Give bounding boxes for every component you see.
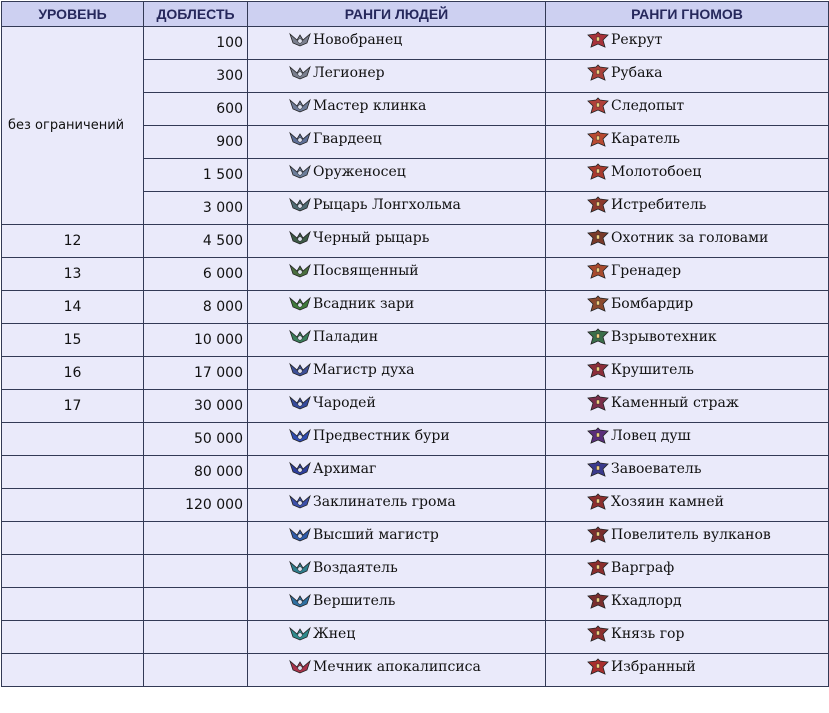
- level-cell: [2, 456, 144, 489]
- table-row: [2, 357, 829, 390]
- valor-cell: 10 000: [144, 324, 248, 357]
- human-rank-label: Всадник зари: [313, 296, 415, 312]
- dwarf-rank-insignia-icon: [586, 196, 610, 214]
- dwarf-rank-insignia-icon: [586, 328, 610, 346]
- dwarf-rank-label: Завоеватель: [611, 461, 702, 477]
- header-level: УРОВЕНЬ: [2, 2, 144, 27]
- human-rank-insignia-icon: [288, 163, 312, 181]
- dwarf-rank-insignia-icon: [586, 361, 610, 379]
- human-rank-label: Посвященный: [313, 263, 419, 279]
- table-row: [2, 225, 829, 258]
- table-row: [2, 489, 829, 522]
- valor-cell: 900: [144, 126, 248, 159]
- human-rank-insignia-icon: [288, 592, 312, 610]
- dwarf-rank-label: Кхадлорд: [611, 593, 682, 609]
- human-rank-cell: [248, 258, 546, 291]
- human-rank-cell: [248, 555, 546, 588]
- valor-cell: [144, 555, 248, 588]
- human-rank-insignia-icon: [288, 328, 312, 346]
- dwarf-rank-label: Бомбардир: [611, 296, 694, 312]
- dwarf-rank-insignia-icon: [586, 592, 610, 610]
- human-rank-label: Жнец: [313, 626, 356, 642]
- dwarf-rank-cell: [546, 522, 829, 555]
- valor-cell: 6 000: [144, 258, 248, 291]
- table-row: [2, 456, 829, 489]
- dwarf-rank-cell: [546, 390, 829, 423]
- level-cell: [2, 489, 144, 522]
- dwarf-rank-insignia-icon: [586, 427, 610, 445]
- human-rank-insignia-icon: [288, 130, 312, 148]
- human-rank-cell: [248, 60, 546, 93]
- ranks-body: [2, 27, 829, 687]
- valor-cell: 100: [144, 27, 248, 60]
- dwarf-rank-cell: [546, 588, 829, 621]
- human-rank-label: Мастер клинка: [313, 98, 427, 114]
- dwarf-rank-label: Истребитель: [611, 197, 707, 213]
- dwarf-rank-cell: [546, 126, 829, 159]
- human-rank-insignia-icon: [288, 427, 312, 445]
- dwarf-rank-cell: [546, 621, 829, 654]
- dwarf-rank-cell: [546, 324, 829, 357]
- table-row: [2, 390, 829, 423]
- valor-cell: 4 500: [144, 225, 248, 258]
- level-cell: 17: [2, 390, 144, 423]
- valor-cell: 30 000: [144, 390, 248, 423]
- human-rank-label: Черный рыцарь: [313, 230, 430, 246]
- human-rank-cell: [248, 522, 546, 555]
- dwarf-rank-insignia-icon: [586, 64, 610, 82]
- human-rank-cell: [248, 654, 546, 687]
- header-valor: ДОБЛЕСТЬ: [144, 2, 248, 27]
- table-row: [2, 258, 829, 291]
- level-cell: 15: [2, 324, 144, 357]
- dwarf-rank-label: Князь гор: [611, 626, 685, 642]
- level-cell: [2, 621, 144, 654]
- human-rank-cell: [248, 159, 546, 192]
- human-rank-cell: [248, 390, 546, 423]
- valor-cell: 17 000: [144, 357, 248, 390]
- dwarf-rank-insignia-icon: [586, 97, 610, 115]
- dwarf-rank-cell: [546, 456, 829, 489]
- dwarf-rank-cell: [546, 291, 829, 324]
- human-rank-cell: [248, 93, 546, 126]
- table-row: [2, 621, 829, 654]
- valor-cell: [144, 654, 248, 687]
- human-rank-insignia-icon: [288, 394, 312, 412]
- human-rank-label: Магистр духа: [313, 362, 415, 378]
- human-rank-label: Высший магистр: [313, 527, 439, 543]
- dwarf-rank-label: Молотобоец: [611, 164, 702, 180]
- dwarf-rank-insignia-icon: [586, 658, 610, 676]
- table-row: [2, 423, 829, 456]
- ranks-table: [1, 1, 829, 687]
- valor-cell: 8 000: [144, 291, 248, 324]
- dwarf-rank-cell: [546, 423, 829, 456]
- level-cell: 14: [2, 291, 144, 324]
- dwarf-rank-cell: [546, 357, 829, 390]
- dwarf-rank-label: Охотник за головами: [611, 230, 769, 246]
- dwarf-rank-label: Избранный: [611, 659, 696, 675]
- valor-cell: 50 000: [144, 423, 248, 456]
- dwarf-rank-cell: [546, 489, 829, 522]
- human-rank-insignia-icon: [288, 361, 312, 379]
- dwarf-rank-insignia-icon: [586, 229, 610, 247]
- human-rank-cell: [248, 126, 546, 159]
- dwarf-rank-insignia-icon: [586, 493, 610, 511]
- human-rank-cell: [248, 621, 546, 654]
- dwarf-rank-insignia-icon: [586, 460, 610, 478]
- valor-cell: 80 000: [144, 456, 248, 489]
- dwarf-rank-cell: [546, 258, 829, 291]
- dwarf-rank-insignia-icon: [586, 31, 610, 49]
- human-rank-cell: [248, 225, 546, 258]
- dwarf-rank-cell: [546, 192, 829, 225]
- human-rank-insignia-icon: [288, 460, 312, 478]
- dwarf-rank-label: Рекрут: [611, 32, 663, 48]
- table-row: [2, 27, 829, 60]
- human-rank-insignia-icon: [288, 559, 312, 577]
- table-row: [2, 324, 829, 357]
- human-rank-cell: [248, 423, 546, 456]
- level-cell: [2, 654, 144, 687]
- valor-cell: 1 500: [144, 159, 248, 192]
- human-rank-label: Воздаятель: [313, 560, 398, 576]
- human-rank-insignia-icon: [288, 295, 312, 313]
- dwarf-rank-insignia-icon: [586, 163, 610, 181]
- human-rank-label: Легионер: [313, 65, 385, 81]
- dwarf-rank-label: Ловец душ: [611, 428, 691, 444]
- level-cell: [2, 423, 144, 456]
- dwarf-rank-cell: [546, 654, 829, 687]
- dwarf-rank-label: Каратель: [611, 131, 681, 147]
- human-rank-insignia-icon: [288, 625, 312, 643]
- human-rank-insignia-icon: [288, 64, 312, 82]
- valor-cell: [144, 621, 248, 654]
- dwarf-rank-cell: [546, 225, 829, 258]
- dwarf-rank-label: Повелитель вулканов: [611, 527, 771, 543]
- table-row: [2, 555, 829, 588]
- human-rank-label: Предвестник бури: [313, 428, 450, 444]
- human-rank-label: Гвардеец: [313, 131, 382, 147]
- human-rank-cell: [248, 489, 546, 522]
- human-rank-label: Оруженосец: [313, 164, 406, 180]
- human-rank-label: Мечник апокалипсиса: [313, 659, 481, 675]
- human-rank-label: Новобранец: [313, 32, 403, 48]
- dwarf-rank-label: Крушитель: [611, 362, 694, 378]
- header-dwarf-ranks: РАНГИ ГНОМОВ: [546, 2, 829, 27]
- dwarf-rank-cell: [546, 60, 829, 93]
- header-human-ranks: РАНГИ ЛЮДЕЙ: [248, 2, 546, 27]
- human-rank-cell: [248, 456, 546, 489]
- human-rank-cell: [248, 588, 546, 621]
- human-rank-insignia-icon: [288, 493, 312, 511]
- human-rank-cell: [248, 324, 546, 357]
- dwarf-rank-insignia-icon: [586, 526, 610, 544]
- human-rank-insignia-icon: [288, 658, 312, 676]
- level-cell: [2, 522, 144, 555]
- table-row: [2, 291, 829, 324]
- human-rank-cell: [248, 27, 546, 60]
- level-cell: [2, 588, 144, 621]
- human-rank-label: Рыцарь Лонгхольма: [313, 197, 461, 213]
- dwarf-rank-label: Гренадер: [611, 263, 682, 279]
- valor-cell: 600: [144, 93, 248, 126]
- human-rank-insignia-icon: [288, 526, 312, 544]
- dwarf-rank-insignia-icon: [586, 394, 610, 412]
- human-rank-insignia-icon: [288, 229, 312, 247]
- table-row: [2, 654, 829, 687]
- valor-cell: 300: [144, 60, 248, 93]
- human-rank-insignia-icon: [288, 262, 312, 280]
- dwarf-rank-insignia-icon: [586, 130, 610, 148]
- human-rank-label: Архимаг: [313, 461, 377, 477]
- human-rank-label: Чародей: [313, 395, 376, 411]
- valor-cell: [144, 588, 248, 621]
- dwarf-rank-label: Взрывотехник: [611, 329, 717, 345]
- human-rank-cell: [248, 357, 546, 390]
- dwarf-rank-label: Хозяин камней: [611, 494, 724, 510]
- dwarf-rank-cell: [546, 27, 829, 60]
- valor-cell: 120 000: [144, 489, 248, 522]
- level-cell-unlimited: без ограничений: [2, 27, 144, 225]
- human-rank-cell: [248, 291, 546, 324]
- human-rank-insignia-icon: [288, 97, 312, 115]
- human-rank-cell: [248, 192, 546, 225]
- level-cell: 12: [2, 225, 144, 258]
- dwarf-rank-cell: [546, 159, 829, 192]
- human-rank-label: Паладин: [313, 329, 379, 345]
- dwarf-rank-insignia-icon: [586, 559, 610, 577]
- human-rank-insignia-icon: [288, 31, 312, 49]
- level-cell: 16: [2, 357, 144, 390]
- dwarf-rank-label: Рубака: [611, 65, 663, 81]
- human-rank-label: Заклинатель грома: [313, 494, 456, 510]
- dwarf-rank-insignia-icon: [586, 625, 610, 643]
- dwarf-rank-label: Следопыт: [611, 98, 685, 114]
- level-cell: 13: [2, 258, 144, 291]
- table-row: [2, 522, 829, 555]
- dwarf-rank-cell: [546, 93, 829, 126]
- header-row: [2, 2, 829, 27]
- dwarf-rank-label: Каменный страж: [611, 395, 739, 411]
- valor-cell: [144, 522, 248, 555]
- table-row: [2, 588, 829, 621]
- level-cell: [2, 555, 144, 588]
- human-rank-insignia-icon: [288, 196, 312, 214]
- valor-cell: 3 000: [144, 192, 248, 225]
- dwarf-rank-insignia-icon: [586, 262, 610, 280]
- human-rank-label: Вершитель: [313, 593, 396, 609]
- dwarf-rank-insignia-icon: [586, 295, 610, 313]
- dwarf-rank-label: Варграф: [611, 560, 675, 576]
- dwarf-rank-cell: [546, 555, 829, 588]
